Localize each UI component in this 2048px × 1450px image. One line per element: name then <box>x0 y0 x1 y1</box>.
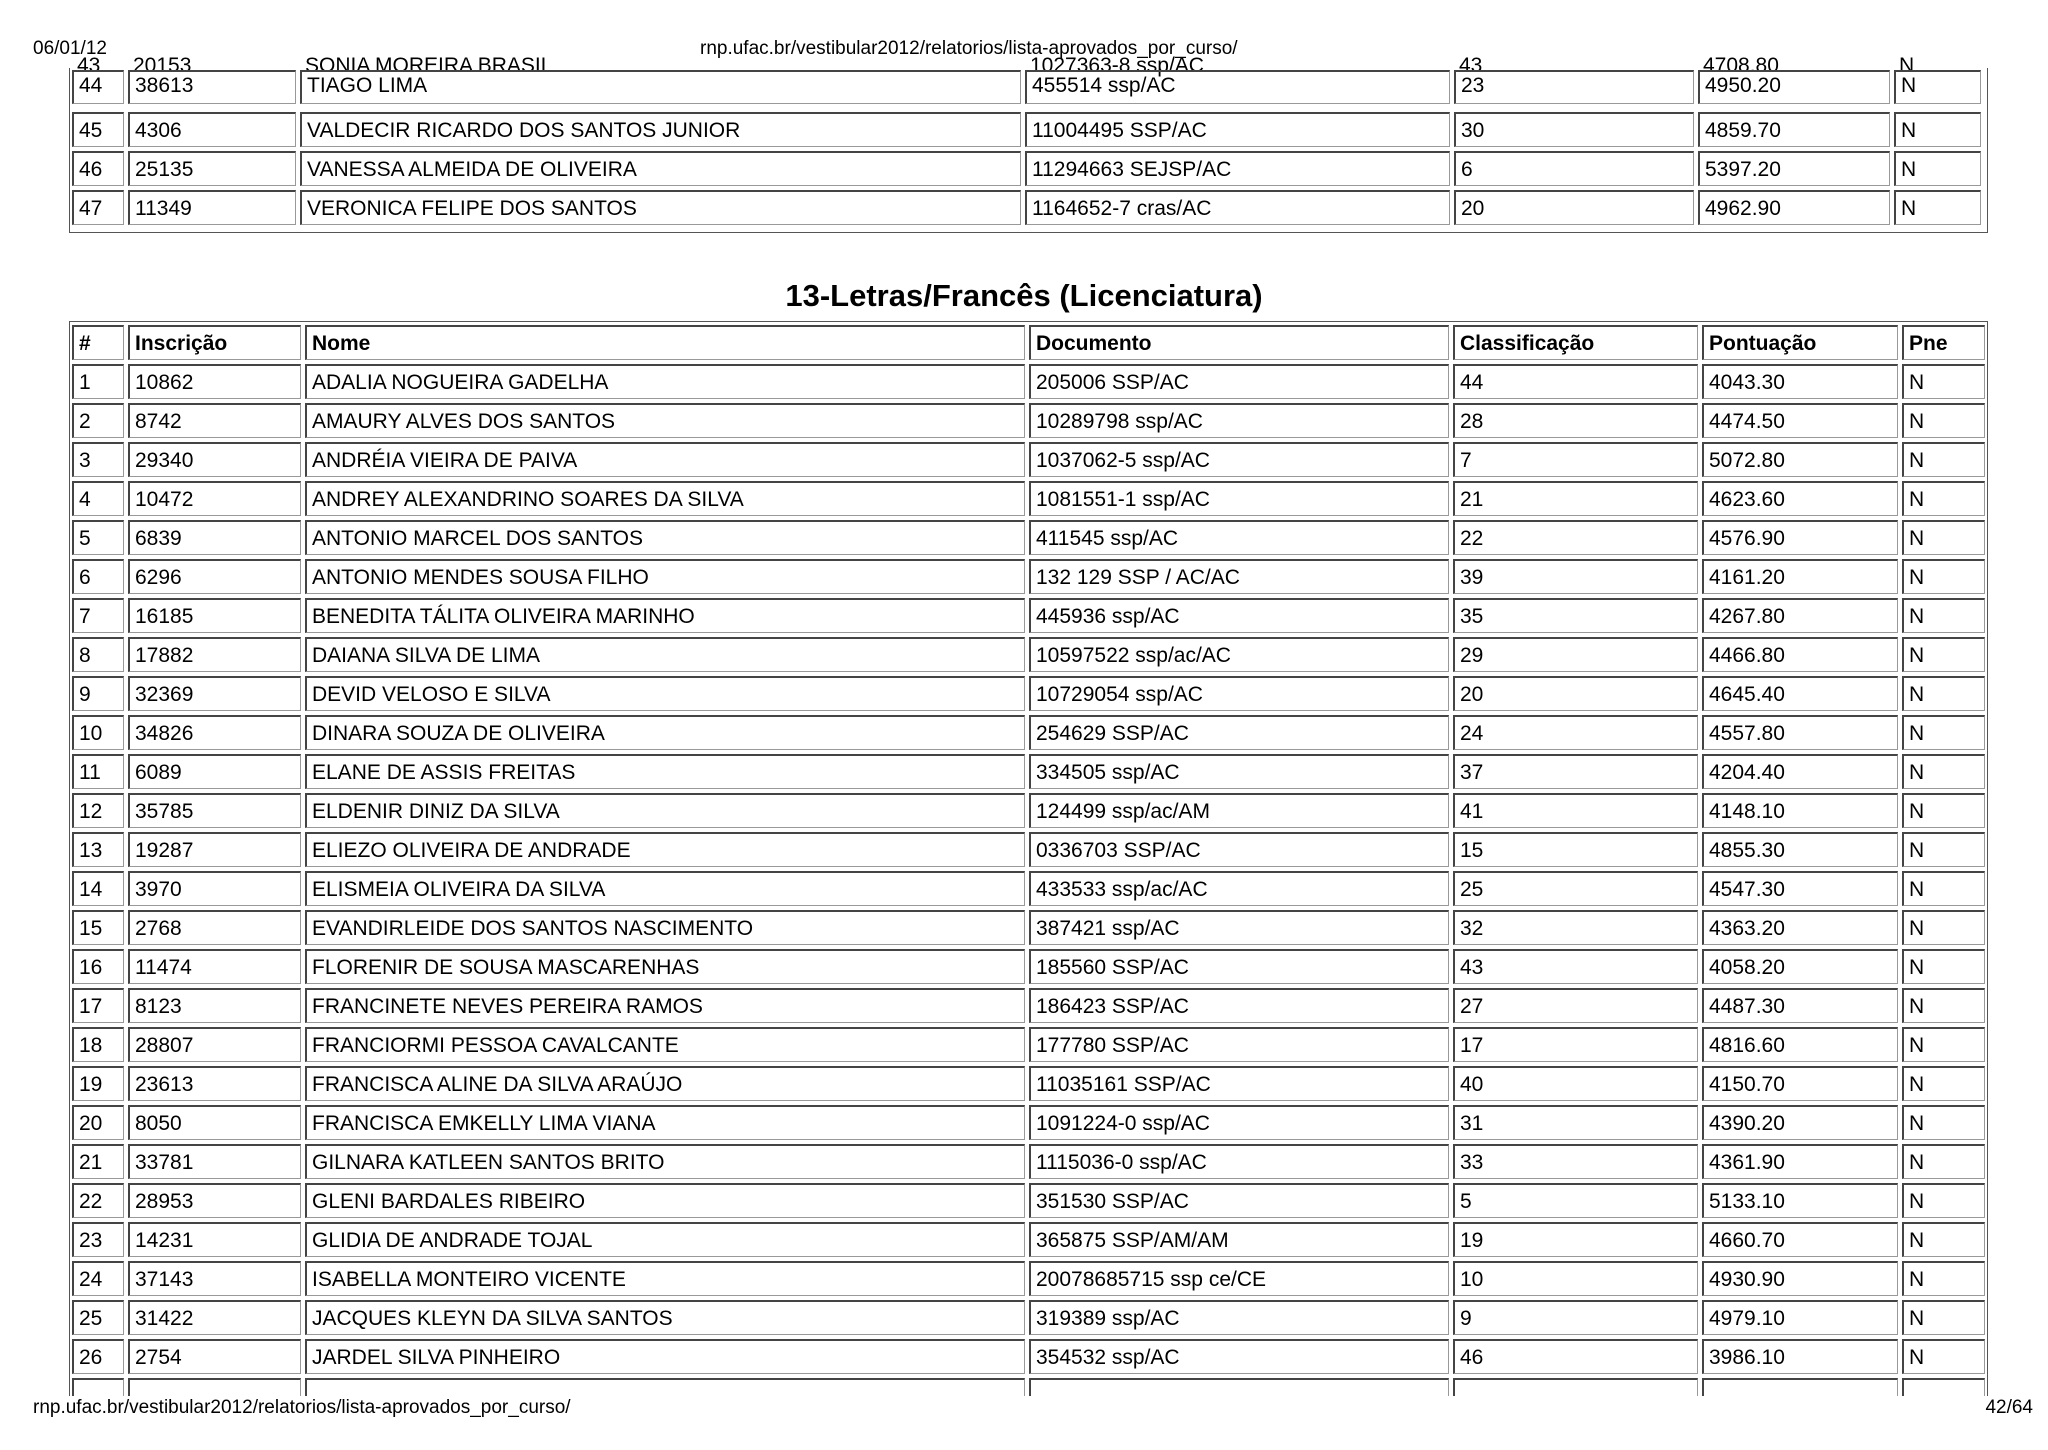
table-cell: 32 <box>1453 910 1698 945</box>
table-cell: 4043.30 <box>1702 364 1898 399</box>
table-cell: 28 <box>1453 403 1698 438</box>
table-cell: 25 <box>72 1300 124 1335</box>
table-cell: N <box>1902 910 1985 945</box>
table-cell: 31 <box>1453 1105 1698 1140</box>
table-cell: 354532 ssp/AC <box>1029 1339 1449 1374</box>
table-row <box>72 151 1985 186</box>
table-cell: ELISMEIA OLIVEIRA DA SILVA <box>305 871 1025 906</box>
table-cell: GILNARA KATLEEN SANTOS BRITO <box>305 1144 1025 1179</box>
approved-candidates-table <box>69 321 1988 1396</box>
table-cell: 2 <box>72 403 124 438</box>
table-cell: 32369 <box>128 676 301 711</box>
table-cell: N <box>1902 949 1985 984</box>
table-cell <box>128 1378 301 1396</box>
table-cell: 132 129 SSP / AC/AC <box>1029 559 1449 594</box>
table-cell: FRANCISCA EMKELLY LIMA VIANA <box>305 1105 1025 1140</box>
table-cell: FRANCISCA ALINE DA SILVA ARAÚJO <box>305 1066 1025 1101</box>
table-cell: 16 <box>72 949 124 984</box>
table-row <box>72 598 1985 633</box>
table-cell: 0336703 SSP/AC <box>1029 832 1449 867</box>
table-cell: 3 <box>72 442 124 477</box>
table-row <box>72 910 1985 945</box>
table-row <box>72 403 1985 438</box>
table-cell: N <box>1902 988 1985 1023</box>
table-cell: 11004495 SSP/AC <box>1025 112 1450 147</box>
table-cell: 1 <box>72 364 124 399</box>
table-cell: N <box>1902 520 1985 555</box>
table-cell: 4645.40 <box>1702 676 1898 711</box>
table-row <box>72 481 1985 516</box>
table-cell: 46 <box>1453 1339 1698 1374</box>
table-row <box>72 949 1985 984</box>
table-row <box>72 190 1985 225</box>
table-cell: 6 <box>72 559 124 594</box>
table-cell: 124499 ssp/ac/AM <box>1029 793 1449 828</box>
overlapping-rows <box>72 54 1985 108</box>
table-cell: 20 <box>1453 676 1698 711</box>
section-title: 13-Letras/Francês (Licenciatura) <box>785 278 1263 313</box>
table-cell: Inscrição <box>128 325 301 360</box>
table-cell: AMAURY ALVES DOS SANTOS <box>305 403 1025 438</box>
table-cell: 5397.20 <box>1698 151 1890 186</box>
table-cell: N <box>1902 676 1985 711</box>
table-cell: 43 <box>1453 949 1698 984</box>
table-cell: 455514 ssp/AC <box>1025 70 1450 104</box>
table-cell: 37143 <box>128 1261 301 1296</box>
table-cell: GLIDIA DE ANDRADE TOJAL <box>305 1222 1025 1257</box>
table-cell: 31422 <box>128 1300 301 1335</box>
table-cell <box>1453 1378 1698 1396</box>
table-cell: N <box>1902 1300 1985 1335</box>
table-cell: 19287 <box>128 832 301 867</box>
table-cell: 365875 SSP/AM/AM <box>1029 1222 1449 1257</box>
table-cell: 4306 <box>128 112 296 147</box>
table-cell: N <box>1902 1144 1985 1179</box>
table-cell: N <box>1902 1261 1985 1296</box>
table-cell: 6839 <box>128 520 301 555</box>
table-row <box>72 112 1985 147</box>
table-cell: 25135 <box>128 151 296 186</box>
table-cell: 43 <box>77 54 101 77</box>
table-cell: Classificação <box>1453 325 1698 360</box>
table-cell: N <box>1902 1105 1985 1140</box>
table-cell: 4150.70 <box>1702 1066 1898 1101</box>
table-cell: 4148.10 <box>1702 793 1898 828</box>
table-cell: 10597522 ssp/ac/AC <box>1029 637 1449 672</box>
table-cell: 4204.40 <box>1702 754 1898 789</box>
table-cell: 4466.80 <box>1702 637 1898 672</box>
table-cell: ANTONIO MENDES SOUSA FILHO <box>305 559 1025 594</box>
table-cell: 4962.90 <box>1698 190 1890 225</box>
table-cell: 186423 SSP/AC <box>1029 988 1449 1023</box>
table-cell: N <box>1902 871 1985 906</box>
table-cell: Pne <box>1902 325 1985 360</box>
table-cell: 4547.30 <box>1702 871 1898 906</box>
table-cell: N <box>1902 637 1985 672</box>
table-cell: N <box>1902 403 1985 438</box>
table-cell: 5133.10 <box>1702 1183 1898 1218</box>
table-cell: 1027363-8 ssp/AC <box>1030 54 1204 77</box>
table-cell: 5072.80 <box>1702 442 1898 477</box>
table-cell: 22 <box>72 1183 124 1218</box>
table-cell: 18 <box>72 1027 124 1062</box>
print-header-url: rnp.ufac.br/vestibular2012/relatorios/lista-aprovados_por_curso/ <box>700 38 1238 59</box>
table-cell: 5 <box>72 520 124 555</box>
table-cell: N <box>1902 793 1985 828</box>
table-cell: DINARA SOUZA DE OLIVEIRA <box>305 715 1025 750</box>
table-cell: 11349 <box>128 190 296 225</box>
table-cell: 45 <box>72 112 124 147</box>
table-cell: 387421 ssp/AC <box>1029 910 1449 945</box>
table-cell: 8123 <box>128 988 301 1023</box>
table-cell: 4474.50 <box>1702 403 1898 438</box>
table-cell: 6296 <box>128 559 301 594</box>
table-cell: 6 <box>1454 151 1694 186</box>
table-cell: N <box>1894 70 1981 104</box>
table-cell: 3986.10 <box>1702 1339 1898 1374</box>
table-cell: 3970 <box>128 871 301 906</box>
table-cell: 9 <box>1453 1300 1698 1335</box>
table-cell: FRANCIORMI PESSOA CAVALCANTE <box>305 1027 1025 1062</box>
table-header-row <box>72 325 1985 360</box>
table-cell: EVANDIRLEIDE DOS SANTOS NASCIMENTO <box>305 910 1025 945</box>
table-cell <box>1702 1378 1898 1396</box>
table-row <box>72 1300 1985 1335</box>
table-row <box>72 1339 1985 1374</box>
table-cell: 4816.60 <box>1702 1027 1898 1062</box>
table-cell: 24 <box>1453 715 1698 750</box>
table-cell: 43 <box>1459 54 1483 77</box>
table-cell: 21 <box>1453 481 1698 516</box>
table-cell: 10729054 ssp/AC <box>1029 676 1449 711</box>
table-cell: DEVID VELOSO E SILVA <box>305 676 1025 711</box>
table-cell: VANESSA ALMEIDA DE OLIVEIRA <box>300 151 1021 186</box>
table-cell: 4855.30 <box>1702 832 1898 867</box>
table-cell: SONIA MOREIRA BRASIL <box>305 54 553 77</box>
table-cell: 15 <box>72 910 124 945</box>
table-row <box>72 70 1985 104</box>
table-cell: 411545 ssp/AC <box>1029 520 1449 555</box>
table-cell: 6089 <box>128 754 301 789</box>
table-cell: Documento <box>1029 325 1449 360</box>
table-cell: JARDEL SILVA PINHEIRO <box>305 1339 1025 1374</box>
table-cell: 33781 <box>128 1144 301 1179</box>
table-cell: 47 <box>72 190 124 225</box>
table-cell: 1115036-0 ssp/AC <box>1029 1144 1449 1179</box>
table-cell: 28807 <box>128 1027 301 1062</box>
table-cell: FRANCINETE NEVES PEREIRA RAMOS <box>305 988 1025 1023</box>
table-row <box>72 1183 1985 1218</box>
table-cell: 46 <box>72 151 124 186</box>
table-cell: 20 <box>1454 190 1694 225</box>
table-row <box>72 442 1985 477</box>
table-cell: 28953 <box>128 1183 301 1218</box>
table-cell: ELIEZO OLIVEIRA DE ANDRADE <box>305 832 1025 867</box>
table-cell: N <box>1902 1222 1985 1257</box>
table-cell: N <box>1902 598 1985 633</box>
table-cell: FLORENIR DE SOUSA MASCARENHAS <box>305 949 1025 984</box>
table-cell: 445936 ssp/AC <box>1029 598 1449 633</box>
table-cell: ANTONIO MARCEL DOS SANTOS <box>305 520 1025 555</box>
table-row <box>72 364 1985 399</box>
table-row <box>72 1261 1985 1296</box>
table-cell: N <box>1902 832 1985 867</box>
table-cell: 1164652-7 cras/AC <box>1025 190 1450 225</box>
table-cell: VERONICA FELIPE DOS SANTOS <box>300 190 1021 225</box>
table-cell: ISABELLA MONTEIRO VICENTE <box>305 1261 1025 1296</box>
table-cell: 4363.20 <box>1702 910 1898 945</box>
table-cell: 11035161 SSP/AC <box>1029 1066 1449 1101</box>
table-cell: N <box>1902 442 1985 477</box>
table-cell: 8050 <box>128 1105 301 1140</box>
table-cell: ELANE DE ASSIS FREITAS <box>305 754 1025 789</box>
table-cell: 334505 ssp/AC <box>1029 754 1449 789</box>
table-cell: 33 <box>1453 1144 1698 1179</box>
table-cell: 27 <box>1453 988 1698 1023</box>
table-cell: 38613 <box>128 70 296 104</box>
table-cell: 10472 <box>128 481 301 516</box>
table-cell: 14231 <box>128 1222 301 1257</box>
table-cell: 24 <box>72 1261 124 1296</box>
table-cell <box>1029 1378 1449 1396</box>
table-cell: 351530 SSP/AC <box>1029 1183 1449 1218</box>
table-cell: 4576.90 <box>1702 520 1898 555</box>
table-cell: 4487.30 <box>1702 988 1898 1023</box>
table-cell: 4267.80 <box>1702 598 1898 633</box>
table-cell: 1081551-1 ssp/AC <box>1029 481 1449 516</box>
table-cell: TIAGO LIMA <box>300 70 1021 104</box>
table-cell: N <box>1902 481 1985 516</box>
table-cell: 11474 <box>128 949 301 984</box>
table-row <box>72 1066 1985 1101</box>
table-cell: 11 <box>72 754 124 789</box>
table-cell: 10 <box>72 715 124 750</box>
page-number: 42/64 <box>1985 1397 2033 1418</box>
table-cell <box>1902 1378 1985 1396</box>
table-cell: 16185 <box>128 598 301 633</box>
table-cell: 9 <box>72 676 124 711</box>
table-cell: 4361.90 <box>1702 1144 1898 1179</box>
table-cell: N <box>1902 1339 1985 1374</box>
table-cell: Nome <box>305 325 1025 360</box>
table-cell: 19 <box>1453 1222 1698 1257</box>
table-cell: JACQUES KLEYN DA SILVA SANTOS <box>305 1300 1025 1335</box>
table-row <box>72 1027 1985 1062</box>
table-cell: 7 <box>1453 442 1698 477</box>
table-cell: 29340 <box>128 442 301 477</box>
table-cell: 4859.70 <box>1698 112 1890 147</box>
table-cell: N <box>1902 715 1985 750</box>
table-cell: N <box>1902 1066 1985 1101</box>
table-cell: 20 <box>72 1105 124 1140</box>
table-cell: 2754 <box>128 1339 301 1374</box>
table-row <box>72 676 1985 711</box>
table-cell: 8 <box>72 637 124 672</box>
table-cell: 17882 <box>128 637 301 672</box>
table-cell: 37 <box>1453 754 1698 789</box>
table-cell: 433533 ssp/ac/AC <box>1029 871 1449 906</box>
table-cell: 19 <box>72 1066 124 1101</box>
table-cell: 14 <box>72 871 124 906</box>
table-cell: 23 <box>1454 70 1694 104</box>
previous-course-table <box>69 54 1988 233</box>
table-cell: 8742 <box>128 403 301 438</box>
table-cell: 4557.80 <box>1702 715 1898 750</box>
table-cell <box>72 1378 124 1396</box>
table-cell: GLENI BARDALES RIBEIRO <box>305 1183 1025 1218</box>
table-cell <box>305 1378 1025 1396</box>
print-footer-url: rnp.ufac.br/vestibular2012/relatorios/lista-aprovados_por_curso/ <box>33 1397 571 1418</box>
table-cell: # <box>72 325 124 360</box>
table-cell: 4950.20 <box>1698 70 1890 104</box>
table-cell: 23613 <box>128 1066 301 1101</box>
table-cell: 15 <box>1453 832 1698 867</box>
table-cell: 1037062-5 ssp/AC <box>1029 442 1449 477</box>
table-cell: 10 <box>1453 1261 1698 1296</box>
table-cell: 7 <box>72 598 124 633</box>
table-cell: 185560 SSP/AC <box>1029 949 1449 984</box>
table-row <box>72 1222 1985 1257</box>
table-cell: 39 <box>1453 559 1698 594</box>
table-cell: 40 <box>1453 1066 1698 1101</box>
table-cell: 254629 SSP/AC <box>1029 715 1449 750</box>
table-row <box>72 1144 1985 1179</box>
table-cell: ELDENIR DINIZ DA SILVA <box>305 793 1025 828</box>
table-row <box>72 520 1985 555</box>
table-cell: 35785 <box>128 793 301 828</box>
table-cell: BENEDITA TÁLITA OLIVEIRA MARINHO <box>305 598 1025 633</box>
table-cell: 10289798 ssp/AC <box>1029 403 1449 438</box>
table-cell: N <box>1902 754 1985 789</box>
print-date: 06/01/12 <box>33 38 107 59</box>
table-cell: 4708.80 <box>1703 54 1779 77</box>
table-cell: 44 <box>1453 364 1698 399</box>
table-cell: 319389 ssp/AC <box>1029 1300 1449 1335</box>
table-row <box>72 871 1985 906</box>
table-cell: 2768 <box>128 910 301 945</box>
table-cell: 26 <box>72 1339 124 1374</box>
table-row <box>72 988 1985 1023</box>
table-cell: 29 <box>1453 637 1698 672</box>
table-cell: 12 <box>72 793 124 828</box>
table-cell: ANDRÉIA VIEIRA DE PAIVA <box>305 442 1025 477</box>
table-row-cut-off <box>72 1378 1985 1396</box>
table-cell: 4660.70 <box>1702 1222 1898 1257</box>
table-cell: 4390.20 <box>1702 1105 1898 1140</box>
table-cell: 35 <box>1453 598 1698 633</box>
table-cell: 10862 <box>128 364 301 399</box>
table-cell: 30 <box>1454 112 1694 147</box>
table-cell: ANDREY ALEXANDRINO SOARES DA SILVA <box>305 481 1025 516</box>
table-row <box>72 832 1985 867</box>
table-cell: 20153 <box>133 54 192 77</box>
table-row <box>72 754 1985 789</box>
table-cell: N <box>1902 1183 1985 1218</box>
table-cell: DAIANA SILVA DE LIMA <box>305 637 1025 672</box>
table-cell: VALDECIR RICARDO DOS SANTOS JUNIOR <box>300 112 1021 147</box>
table-cell: 4161.20 <box>1702 559 1898 594</box>
table-cell: 22 <box>1453 520 1698 555</box>
table-cell: Pontuação <box>1702 325 1898 360</box>
table-cell: 17 <box>72 988 124 1023</box>
table-row <box>72 1105 1985 1140</box>
table-row <box>72 793 1985 828</box>
table-cell: 177780 SSP/AC <box>1029 1027 1449 1062</box>
table-cell: 20078685715 ssp ce/CE <box>1029 1261 1449 1296</box>
table-cell: N <box>1902 559 1985 594</box>
table-cell: 4623.60 <box>1702 481 1898 516</box>
table-cell: N <box>1902 1027 1985 1062</box>
table-cell: 17 <box>1453 1027 1698 1062</box>
table-cell: 25 <box>1453 871 1698 906</box>
table-cell: 1091224-0 ssp/AC <box>1029 1105 1449 1140</box>
table-cell: 21 <box>72 1144 124 1179</box>
table-cell: ADALIA NOGUEIRA GADELHA <box>305 364 1025 399</box>
table-cell: N <box>1894 151 1981 186</box>
table-cell: 5 <box>1453 1183 1698 1218</box>
table-cell: 44 <box>72 70 124 104</box>
table-cell: 13 <box>72 832 124 867</box>
table-row <box>72 637 1985 672</box>
table-cell: 11294663 SEJSP/AC <box>1025 151 1450 186</box>
table-cell: 205006 SSP/AC <box>1029 364 1449 399</box>
table-cell: N <box>1899 54 1915 77</box>
table-cell: 23 <box>72 1222 124 1257</box>
table-cell: 4930.90 <box>1702 1261 1898 1296</box>
table-cell: 4058.20 <box>1702 949 1898 984</box>
table-cell: N <box>1894 112 1981 147</box>
table-cell: N <box>1902 364 1985 399</box>
table-row <box>72 715 1985 750</box>
table-cell: 41 <box>1453 793 1698 828</box>
table-cell: 34826 <box>128 715 301 750</box>
table-cell: N <box>1894 190 1981 225</box>
table-cell: 4 <box>72 481 124 516</box>
table-row <box>72 559 1985 594</box>
table-cell: 4979.10 <box>1702 1300 1898 1335</box>
